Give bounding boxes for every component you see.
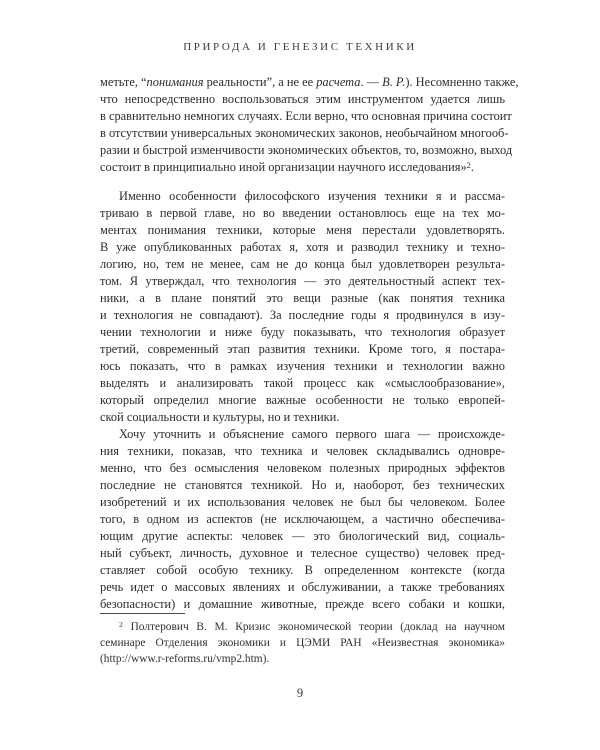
- text-line: ской социальности и культуры, но и техники.: [100, 410, 340, 424]
- text-line: ментах понимания техники, которые меня перестали удовлетворять.: [100, 223, 505, 237]
- text-line: который определил многие важные особенности не только европей-: [100, 393, 505, 407]
- footnote: [100, 613, 505, 667]
- text-line: состоит в принципиально иной организации научного исследования»$^2$.: [100, 159, 474, 174]
- footnote-line: семинаре Отделения экономики и ЦЭМИ РАН «Неизвестная экономика»: [100, 637, 505, 649]
- text-line: ный субъект, личность, духовное и телесное существо) человек пред-: [100, 546, 505, 560]
- paragraph: [100, 426, 505, 613]
- text-line: последние не становятся техникой. Но и, наоборот, без технических: [100, 478, 505, 492]
- text-line: логию, но, тем не менее, сам не до конца был удовлетворен результа-: [100, 257, 505, 271]
- text-line: В уже опубликованных работах я, хотя и разводил технику и техно-: [100, 240, 505, 254]
- text-line: ния техники, показав, что техника и человек складывались одновре-: [100, 444, 505, 458]
- text-line: речь идет о массовых явлениях и обслуживании, а также требованиях: [100, 580, 505, 594]
- text-line: что непосредственно воспользоваться этим инструментом удается лишь: [100, 92, 505, 106]
- paragraph: [100, 74, 519, 176]
- text-line: Именно особенности философского изучения техники я и рассма-: [119, 189, 505, 203]
- text-line: метьте, “понимания реальности”, а не ее расчета. — В. Р.). Несомненно также,: [100, 75, 519, 89]
- footnote-line: (http://www.r-reforms.ru/vmp2.htm).: [100, 653, 270, 665]
- text-line: выделять и анализировать такой процесс как «смыслообразование»,: [100, 376, 505, 390]
- text-line: третий, современный этап развития техники. Кроме того, я постара-: [100, 342, 505, 356]
- text-line: ющим другие аспекты: человек — это биологический вид, социаль-: [100, 529, 505, 543]
- text-line: изобретений и их использования человек не был бы человеком. Более: [100, 495, 505, 509]
- text-line: юсь показать, что в рамках изучения техники и технологии важно: [100, 359, 505, 373]
- footnote-line: $^2$ Полтерович В. М. Кризис экономической теории (доклад на научном: [119, 620, 505, 633]
- text-line: Хочу уточнить и объяснение самого первого шага — происхожде-: [119, 427, 505, 441]
- running-header: ПРИРОДА И ГЕНЕЗИС ТЕХНИКИ: [183, 41, 417, 53]
- text-line: ники, а в плане понятий это вещи разные (как понятия техника: [100, 291, 505, 305]
- footnote-lines: [100, 619, 505, 667]
- text-line: в отсутствии универсальных экономических законов, необычайном многооб-: [100, 126, 509, 140]
- text-line: ставляет собой особую технику. В определенном контексте (когда: [100, 563, 505, 577]
- text-line: том. Я утверждал, что технология — это деятельностный аспект тех-: [100, 274, 505, 288]
- text-line: триваю в первой главе, но во введении остановлюсь еще на тех мо-: [100, 206, 505, 220]
- footnote-separator: [100, 613, 185, 614]
- text-line: разии и быстрой изменчивости экономических объектов, то, возможно, выход: [100, 143, 513, 157]
- text-line: чении технологии и ниже буду показывать, что технология образует: [100, 325, 505, 339]
- text-line: менно, что без осмысления человеком полезных природных эффектов: [100, 461, 505, 475]
- paragraph: [100, 188, 505, 426]
- text-line: того, в одном из аспектов (не исключающем, а частично обеспечива-: [100, 512, 505, 526]
- text-line: безопасности) и домашние животные, прежде всего собаки и кошки,: [100, 597, 505, 611]
- page-number: 9: [296, 686, 304, 700]
- text-line: и технология не совпадают). За последние годы я продвинулся в изу-: [100, 308, 505, 322]
- text-line: в сравнительно немногих случаях. Если верно, что основная причина состоит: [100, 109, 512, 123]
- body-text: [100, 74, 519, 613]
